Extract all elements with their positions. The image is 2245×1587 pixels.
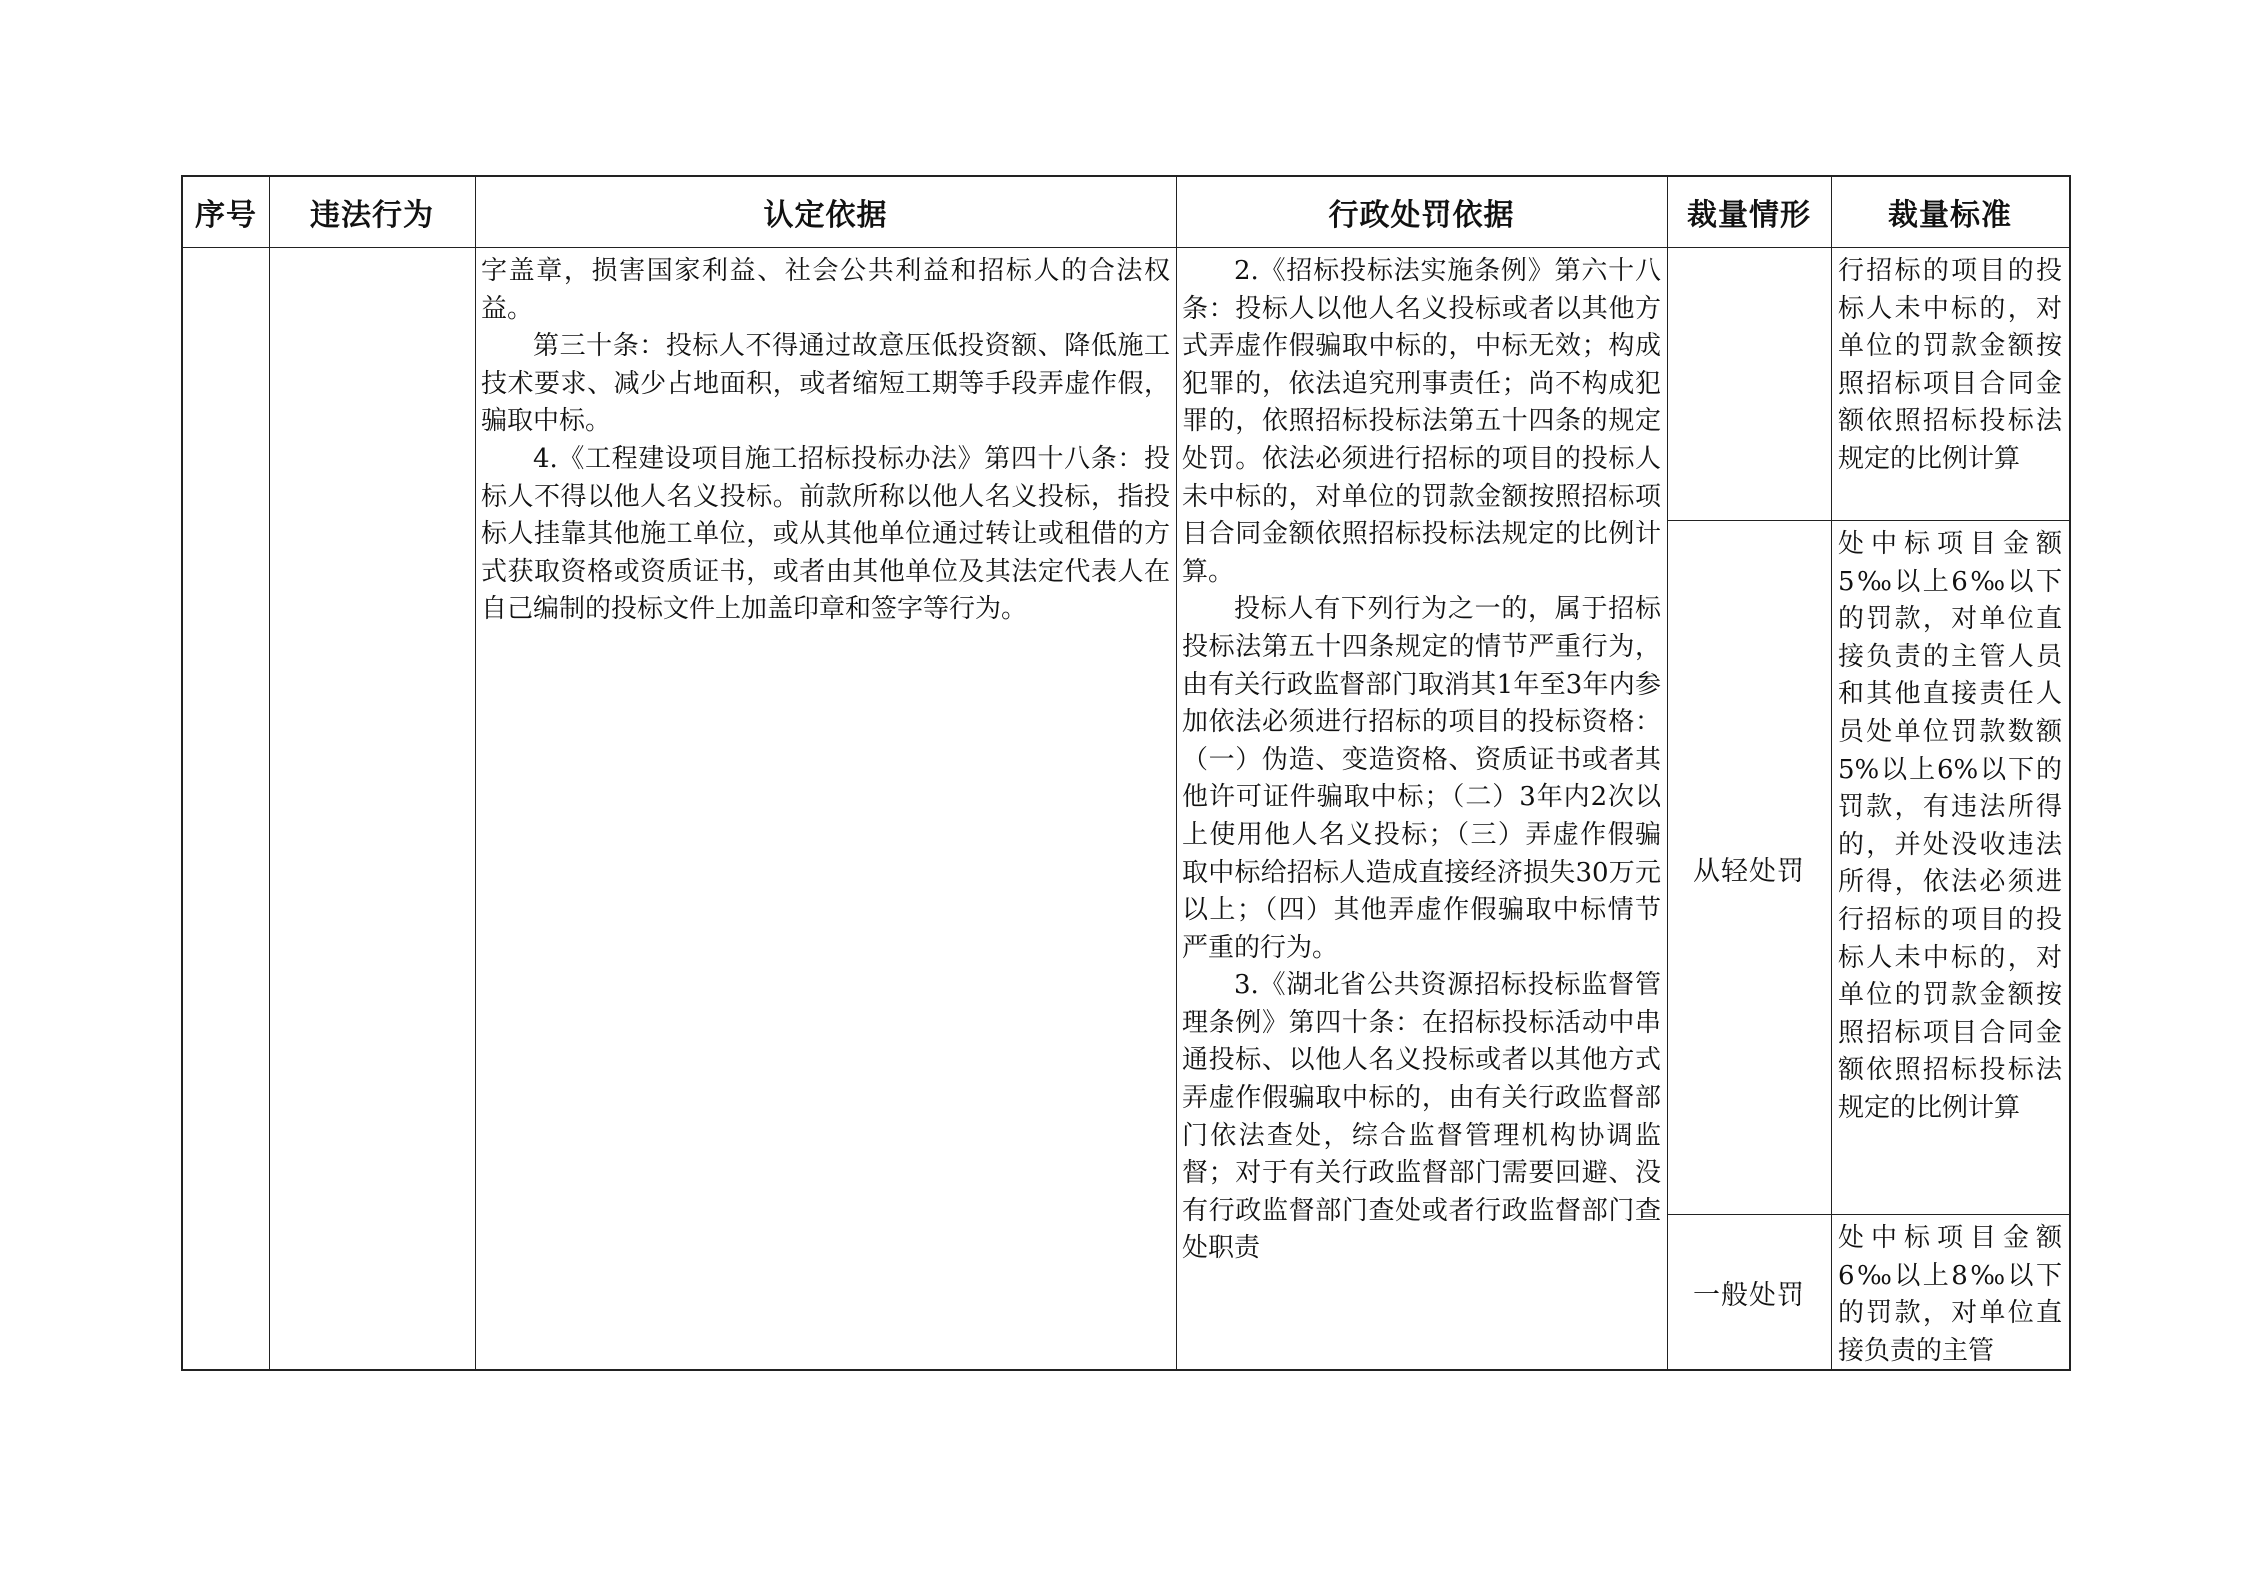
regulation-table	[181, 175, 2071, 1371]
penalty-paragraph: 投标人有下列行为之一的，属于招标投标法第五十四条规定的情节严重行为，由有关行政监督部门取消其1年至3年内参加依法必须进行招标的项目的投标资格：（一）伪造、变造资格、资质证书或者其他许可证件骗取中标；（二）3年内2次以上使用他人名义投标；（三）弄虚作假骗取中标给招标人造成直接经济损失30万元以上；（四）其他弄虚作假骗取中标情节严重的行为。	[1182, 594, 1661, 963]
discretion-situation: 一般处罚	[1693, 1280, 1805, 1311]
behavior-cell	[269, 249, 475, 1369]
row-divider	[1667, 1214, 2069, 1215]
basis-paragraph: 第三十条：投标人不得通过故意压低投资额、降低施工技术要求、减少占地面积，或者缩短工期等手段弄虚作假，骗取中标。	[481, 331, 1170, 437]
basis-paragraph: 4.《工程建设项目施工招标投标办法》第四十八条：投标人不得以他人名义投标。前款所称以他人名义投标，指投标人挂靠其他施工单位，或从其他单位通过转让或租借的方式获取资格或资质证书，或者由其他单位及其法定代表人在自己编制的投标文件上加盖印章和签字等行为。	[481, 443, 1170, 625]
discretion-standard: 行招标的项目的投标人未中标的，对单位的罚款金额按照招标项目合同金额依照招标投标法规定的比例计算	[1838, 256, 2062, 474]
header-discretion-standard: 裁量标准	[1888, 198, 2012, 233]
header-discretion-situation: 裁量情形	[1687, 198, 1811, 233]
discretion-situation	[1667, 249, 1831, 520]
discretion-situation: 从轻处罚	[1693, 855, 1805, 887]
basis-cell	[481, 253, 1170, 1363]
column-divider	[1831, 177, 1832, 1369]
header-behavior: 违法行为	[310, 198, 434, 233]
header-divider	[183, 247, 2069, 248]
penalty-paragraph: 2.《招标投标法实施条例》第六十八条：投标人以他人名义投标或者以其他方式弄虚作假骗取中标的，中标无效；构成犯罪的，依法追究刑事责任；尚不构成犯罪的，依照招标投标法第五十四条的规定处罚。依法必须进行招标的项目的投标人未中标的，对单位的罚款金额按照招标项目合同金额依照招标投标法规定的比例计算。	[1182, 256, 1661, 587]
penalty-basis-cell	[1182, 253, 1661, 1367]
seq-cell	[183, 249, 269, 1369]
header-basis: 认定依据	[763, 198, 888, 233]
basis-paragraph: 字盖章，损害国家利益、社会公共利益和招标人的合法权益。	[481, 256, 1170, 324]
column-divider	[1176, 177, 1177, 1369]
row-divider	[1667, 520, 2069, 521]
discretion-standard: 处中标项目金额6‰以上8‰以下的罚款，对单位直接负责的主管	[1838, 1223, 2062, 1366]
header-seq: 序号	[195, 198, 257, 233]
discretion-standard: 处中标项目金额5‰以上6‰以下的罚款，对单位直接负责的主管人员和其他直接责任人员处单位罚款数额5%以上6%以下的罚款，有违法所得的，并处没收违法所得，依法必须进行招标的项目的投标人未中标的，对单位的罚款金额按照招标项目合同金额依照招标投标法规定的比例计算	[1838, 529, 2062, 1123]
column-divider	[475, 177, 476, 1369]
penalty-paragraph: 3.《湖北省公共资源招标投标监督管理条例》第四十条：在招标投标活动中串通投标、以他人名义投标或者以其他方式弄虚作假骗取中标的，由有关行政监督部门依法查处，综合监督管理机构协调监督；对于有关行政监督部门需要回避、没有行政监督部门查处或者行政监督部门查处职责	[1182, 970, 1661, 1264]
header-penalty-basis: 行政处罚依据	[1328, 198, 1515, 233]
